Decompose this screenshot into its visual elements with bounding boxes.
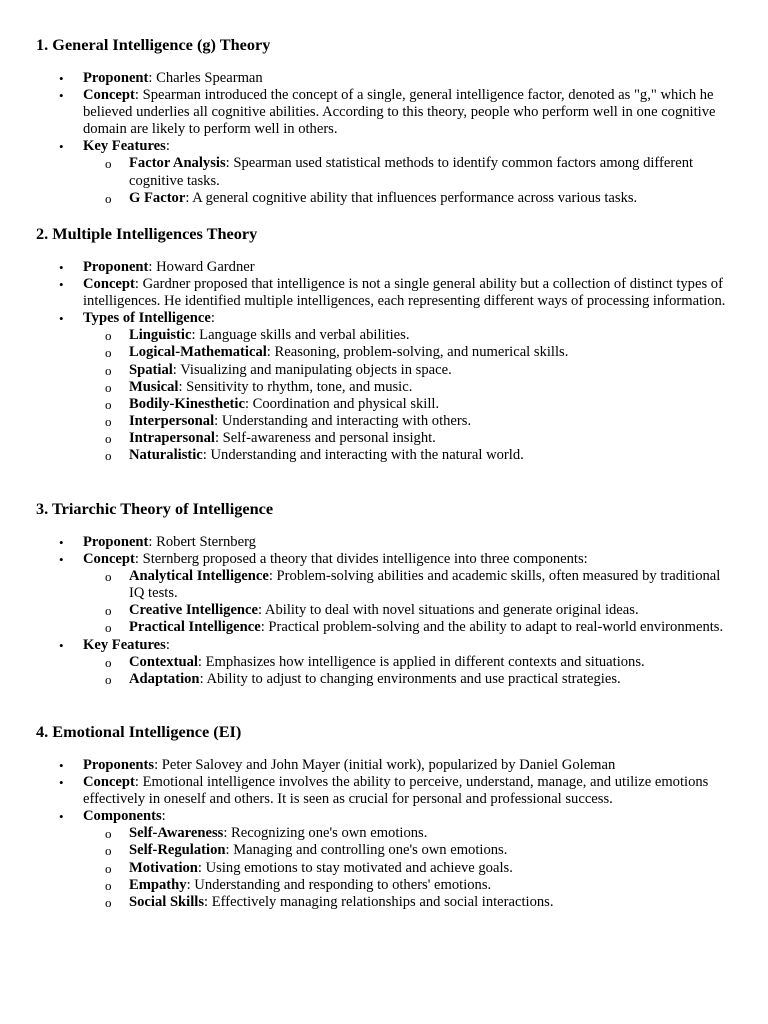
list-label: Key Features <box>83 636 166 653</box>
concept-item: • Concept: Gardner proposed that intelligence is not a single general ability but a collection of distinct types of intelligences. He identified multiple intelligences, each representing different ways of processing information. <box>0 276 735 310</box>
section-list <box>0 757 735 911</box>
proponent-item: • Proponent: Robert Sternberg <box>0 534 735 551</box>
list-item: o Social Skills: Effectively managing relationships and social interactions. <box>83 894 735 911</box>
section-heading: 1. General Intelligence (g) Theory <box>36 35 271 54</box>
item-desc: Using emotions to stay motivated and achieve goals. <box>205 859 513 876</box>
list-item: o Linguistic: Language skills and verbal abilities. <box>83 327 735 344</box>
list-label: Components <box>83 808 162 825</box>
item-term: Intrapersonal <box>129 429 215 446</box>
item-desc: Visualizing and manipulating objects in space. <box>180 361 452 378</box>
key-features-item: • Key Features: o Factor Analysis: Spearman used statistical methods to identify common factors among different cognitive tasks. o G Factor: A general cognitive ability that influences performance across various tasks. <box>0 138 735 206</box>
list-item: o Self-Regulation: Managing and controlling one's own emotions. <box>83 842 735 859</box>
proponent-label: Proponent <box>83 259 149 275</box>
list-item: o Musical: Sensitivity to rhythm, tone, and music. <box>83 379 735 396</box>
item-desc: Coordination and physical skill. <box>252 395 440 412</box>
list-item: o Naturalistic: Understanding and interacting with the natural world. <box>83 447 735 464</box>
item-term: Creative Intelligence <box>129 602 259 619</box>
list-item: o Factor Analysis: Spearman used statistical methods to identify common factors among different cognitive tasks. <box>83 155 735 189</box>
proponent-value: Robert Sternberg <box>156 534 256 550</box>
list-item: o Spatial: Visualizing and manipulating objects in space. <box>83 362 735 379</box>
item-desc: Ability to adjust to changing environments and use practical strategies. <box>206 670 621 687</box>
concept-item: • Concept: Spearman introduced the concept of a single, general intelligence factor, denoted as "g," which he believed underlies all cognitive abilities. According to this theory, people who perform well in one cognitive domain are likely to perform well in others. <box>0 87 735 138</box>
list-label: Key Features <box>83 138 166 155</box>
sub-list <box>83 568 735 636</box>
proponent-value: Howard Gardner <box>156 259 255 275</box>
list-item: o Practical Intelligence: Practical problem-solving and the ability to adapt to real-world environments. <box>83 619 735 636</box>
item-term: Logical-Mathematical <box>129 344 267 361</box>
item-term: Social Skills <box>129 893 205 910</box>
item-desc: Practical problem-solving and the ability to adapt to real-world environments. <box>268 619 724 636</box>
list-item: o Empathy: Understanding and responding to others' emotions. <box>83 877 735 894</box>
proponent-value: Peter Salovey and John Mayer (initial work), popularized by Daniel Goleman <box>161 757 616 773</box>
item-desc: Effectively managing relationships and social interactions. <box>211 893 554 910</box>
section-heading: 3. Triarchic Theory of Intelligence <box>36 499 274 518</box>
item-desc: Spearman used statistical methods to identify common factors among different cognitive tasks. <box>129 155 694 189</box>
proponent-item: • Proponents: Peter Salovey and John Mayer (initial work), popularized by Daniel Goleman <box>0 757 735 774</box>
item-desc: Reasoning, problem-solving, and numerical skills. <box>274 344 569 361</box>
section-heading: 2. Multiple Intelligences Theory <box>36 224 258 243</box>
list-item: o Interpersonal: Understanding and interacting with others. <box>83 413 735 430</box>
item-desc: Language skills and verbal abilities. <box>199 327 410 344</box>
item-term: G Factor <box>129 189 186 206</box>
sub-list <box>83 155 735 206</box>
item-term: Bodily-Kinesthetic <box>129 395 245 412</box>
list-item: o Motivation: Using emotions to stay motivated and achieve goals. <box>83 860 735 877</box>
section-heading: 4. Emotional Intelligence (EI) <box>36 722 242 741</box>
item-term: Linguistic <box>129 327 192 344</box>
item-desc: A general cognitive ability that influences performance across various tasks. <box>192 189 638 206</box>
types-item: • Types of Intelligence: o Linguistic: Language skills and verbal abilities. o Logical-Mathematical: Reasoning, problem-solving, and numerical skills. o Spatial: Visualizing and manipulating objects in space. o Musical: Sensitivity to rhythm, tone, and music. o Bodily-Kinesthetic: Coordination and physical skill. o Interpersonal: Understanding and interacting with others. o Intrapersonal: Self-awareness and personal insight. o Naturalistic: Understanding and interacting with the natural world. <box>0 310 735 464</box>
list-item: o Analytical Intelligence: Problem-solving abilities and academic skills, often measured by traditional IQ tests. <box>83 568 735 602</box>
concept-label: Concept <box>83 551 135 568</box>
concept-label: Concept <box>83 87 135 104</box>
components-item: • Components: o Self-Awareness: Recognizing one's own emotions. o Self-Regulation: Managing and controlling one's own emotions. o Motivation: Using emotions to stay motivated and achieve goals. o Empathy: Understanding and responding to others' emotions. o Social Skills: Effectively managing relationships and social interactions. <box>0 808 735 911</box>
proponent-label: Proponent <box>83 70 149 86</box>
item-term: Practical Intelligence <box>129 619 261 636</box>
sub-list <box>83 654 735 688</box>
proponent-label: Proponents <box>83 757 155 773</box>
sub-list <box>83 327 735 464</box>
item-term: Spatial <box>129 361 173 378</box>
list-item: o Bodily-Kinesthetic: Coordination and physical skill. <box>83 396 735 413</box>
item-desc: Sensitivity to rhythm, tone, and music. <box>186 378 413 395</box>
item-term: Self-Awareness <box>129 825 224 842</box>
list-item: o Contextual: Emphasizes how intelligence is applied in different contexts and situations. <box>83 654 735 671</box>
item-term: Factor Analysis <box>129 155 226 172</box>
item-term: Naturalistic <box>129 447 203 464</box>
item-desc: Understanding and interacting with the natural world. <box>210 447 524 464</box>
item-term: Contextual <box>129 653 198 670</box>
proponent-value: Charles Spearman <box>156 70 263 86</box>
concept-text: Gardner proposed that intelligence is not a single general ability but a collection of distinct types of intelligences. He identified multiple intelligences, each representing different ways of processing information. <box>83 276 726 310</box>
concept-text: Sternberg proposed a theory that divides intelligence into three components: <box>142 551 588 568</box>
item-desc: Problem-solving abilities and academic skills, often measured by traditional IQ tests. <box>129 568 721 602</box>
concept-item: • Concept: Sternberg proposed a theory that divides intelligence into three components: o Analytical Intelligence: Problem-solving abilities and academic skills, often measured by traditional IQ tests. o Creative Intelligence: Ability to deal with novel situations and generate original ideas. o Practical Intelligence: Practical problem-solving and the ability to adapt to real-world environments. <box>0 551 735 636</box>
section-list <box>0 259 735 464</box>
section-list <box>0 70 735 207</box>
item-term: Musical <box>129 378 179 395</box>
list-item: o Creative Intelligence: Ability to deal with novel situations and generate original ideas. <box>83 602 735 619</box>
section-list <box>0 534 735 688</box>
concept-text: Spearman introduced the concept of a single, general intelligence factor, denoted as "g," which he believed underlies all cognitive abilities. According to this theory, people who perform well in one cognitive domain are likely to perform well in others. <box>83 87 716 138</box>
proponent-item: • Proponent: Howard Gardner <box>0 259 735 276</box>
concept-item: • Concept: Emotional intelligence involves the ability to perceive, understand, manage, and utilize emotions effectively in oneself and others. It is seen as crucial for personal and professional success. <box>0 774 735 808</box>
item-desc: Emphasizes how intelligence is applied in different contexts and situations. <box>205 653 645 670</box>
item-desc: Managing and controlling one's own emotions. <box>233 842 508 859</box>
item-desc: Understanding and interacting with others. <box>221 412 472 429</box>
item-term: Empathy <box>129 876 187 893</box>
list-label: Types of Intelligence <box>83 310 211 327</box>
concept-label: Concept <box>83 276 135 293</box>
item-desc: Understanding and responding to others' emotions. <box>194 876 492 893</box>
item-term: Adaptation <box>129 670 200 687</box>
list-item: o Self-Awareness: Recognizing one's own emotions. <box>83 825 735 842</box>
concept-text: Emotional intelligence involves the ability to perceive, understand, manage, and utilize emotions effectively in oneself and others. It is seen as crucial for personal and professional success. <box>83 774 709 808</box>
item-term: Analytical Intelligence <box>129 568 269 585</box>
list-item: o G Factor: A general cognitive ability that influences performance across various tasks. <box>83 190 735 207</box>
proponent-label: Proponent <box>83 534 149 550</box>
list-item: o Adaptation: Ability to adjust to changing environments and use practical strategies. <box>83 671 735 688</box>
item-term: Motivation <box>129 859 198 876</box>
list-item: o Intrapersonal: Self-awareness and personal insight. <box>83 430 735 447</box>
item-desc: Recognizing one's own emotions. <box>231 825 428 842</box>
list-item: o Logical-Mathematical: Reasoning, problem-solving, and numerical skills. <box>83 344 735 361</box>
proponent-item: • Proponent: Charles Spearman <box>0 70 735 87</box>
item-term: Self-Regulation <box>129 842 226 859</box>
concept-label: Concept <box>83 774 135 791</box>
key-features-item: • Key Features: o Contextual: Emphasizes how intelligence is applied in different contexts and situations. o Adaptation: Ability to adjust to changing environments and use practical strategies. <box>0 637 735 688</box>
item-desc: Ability to deal with novel situations and generate original ideas. <box>264 602 639 619</box>
item-desc: Self-awareness and personal insight. <box>222 429 436 446</box>
item-term: Interpersonal <box>129 412 215 429</box>
sub-list <box>83 825 735 910</box>
